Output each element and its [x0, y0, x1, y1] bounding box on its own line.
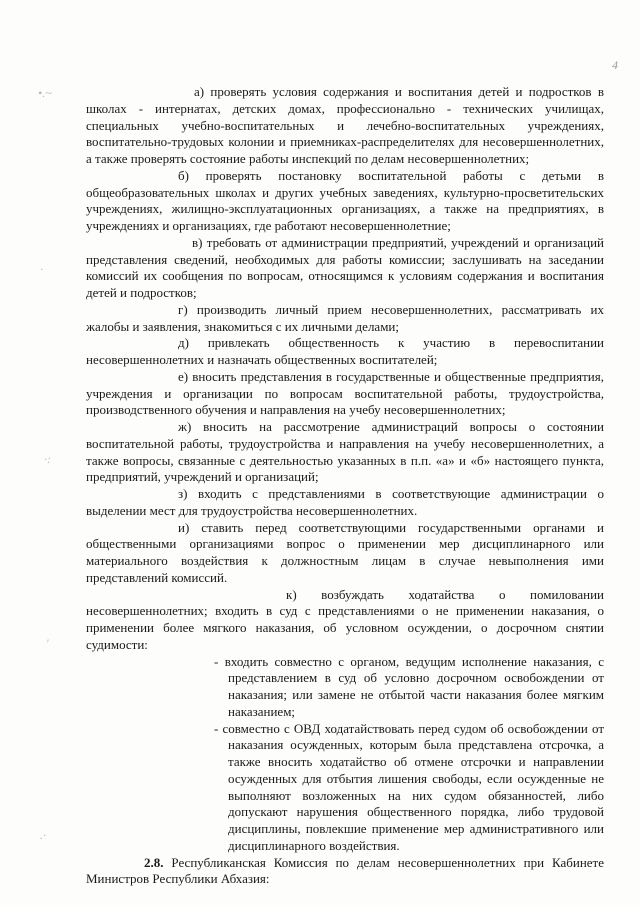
margin-mark: · — [40, 262, 43, 276]
margin-mark: .· — [40, 828, 46, 842]
paragraph-b: б) проверять постановку воспитательной работы с детьми в общеобразовательных школах и других учебных заведениях, культурно-просветительских учреждениях, жилищно-эксплуатационных организациях, а также на предприятиях, в учреждениях и организациях, где работают несовершеннолетние; — [86, 167, 604, 233]
sub-item-list — [214, 654, 604, 855]
sub-item: - входить совместно с органом, ведущим исполнение наказания, с представлением в суд об условно досрочном освобождении от наказания; или замене не отбытой части наказания более мягким наказанием; — [214, 653, 604, 719]
section-text: Республиканская Комиссия по делам несовершеннолетних при Кабинете Министров Республики Абхазия: — [86, 854, 604, 887]
paragraph-i: и) ставить перед соответствующими государственными органами и общественными организациями вопрос о применении мер дисциплинарного или материального воздействия к должностным лицам в случае невыполнения ими представлений комиссий. — [86, 519, 604, 585]
paragraph-a: а) проверять условия содержания и воспитания детей и подростков в школах - интернатах, детских домах, профессионально - технических училищах, специальных учебно-воспитательных и лечебно-воспитательных учреждениях, воспитательно-трудовых колонии и приемниках-распределителях для несовершеннолетних, а также проверять состояние работы инспекций по делам несовершеннолетних; — [86, 84, 604, 166]
section-number: 2.8. — [144, 854, 164, 870]
paragraph-k: к) возбуждать ходатайства о помиловании несовершеннолетних; входить в суд с представлениями о не применении наказания, о применении более мягкого наказания, об условном осуждении, о досрочном снятии судимости: — [86, 586, 604, 652]
paragraph-g: г) производить личный прием несовершеннолетних, рассматривать их жалобы и заявления, знакомиться с их личными делами; — [86, 301, 604, 334]
paragraph-zh: ж) вносить на рассмотрение администраций вопросы о состоянии воспитательной работы, трудоустройства и направления на учебу несовершеннолетних, а также вопросы, связанные с деятельностью указанных в п.п. «а» и «б» настоящего пункта, предприятий, учреждений и организаций; — [86, 419, 604, 485]
page-number: 4 — [612, 58, 618, 72]
section-heading — [86, 855, 604, 889]
margin-mark: •.~ — [38, 86, 52, 100]
paragraph-z: з) входить с представлениями в соответствующие администрации о выделении мест для трудоустройства несовершеннолетних. — [86, 486, 604, 518]
paragraph-e: е) вносить представления в государственные и общественные предприятия, учреждения и организации по вопросам воспитательной работы, трудоустройства, производственного обучения и направления на учебу несовершеннолетних; — [86, 368, 604, 418]
document-body — [86, 84, 604, 888]
paragraph-d: д) привлекать общественность к участию в перевоспитании несовершеннолетних и назначать общественных воспитателей; — [86, 335, 604, 367]
margin-mark: ' — [46, 636, 49, 650]
sub-item: - совместно с ОВД ходатайствовать перед судом об освобождении от наказания осужденных, которым была представлена отсрочка, а также вносить ходатайство об отмене отсрочки и направлении осужденных для отбытия лишения свободы, если осужденные не выполняют возложенных на них судом обязанностей, либо допускают нарушения общественного порядка, либо трудовой дисциплины, повлекшие применение мер административного или дисциплинарного воздействия. — [214, 720, 604, 853]
margin-mark: ·: — [44, 452, 51, 466]
paragraph-v: в) требовать от администрации предприятий, учреждений и организаций представления сведений, необходимых для работы комиссии; заслушивать на заседании комиссий их сообщения по вопросам, относящимся к условиям содержания и воспитания детей и подростков; — [86, 234, 604, 300]
